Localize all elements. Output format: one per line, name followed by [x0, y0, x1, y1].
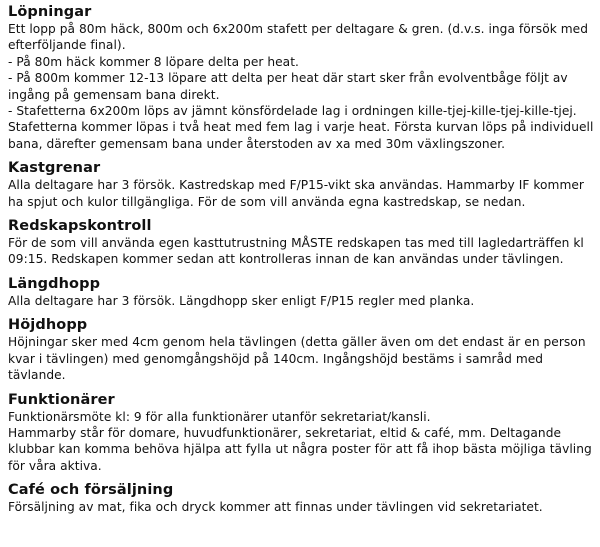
section-lopningar — [8, 3, 596, 152]
paragraph: Alla deltagare har 3 försök. Kastredskap med F/P15-vikt ska användas. Hammarby IF kommer ha spjut och kulor tillgängliga. För de som vill använda egna kastredskap, se nedan. — [8, 178, 584, 209]
section-kastgrenar — [8, 159, 596, 210]
section-heading: Kastgrenar — [8, 160, 101, 177]
paragraph: För de som vill använda egen kasttutrustning MÅSTE redskapen tas med till lagledarträffen kl 09:15. Redskapen kommer sedan att kontrolleras innan de kan användas under tävlingen. — [8, 236, 584, 267]
section-heading: Längdhopp — [8, 275, 101, 292]
bullet-line: - Stafetterna 6x200m löps av jämnt könsfördelade lag i ordningen kille-tjej-kille-tjej-kille-tjej. Stafetterna kommer löpas i två heat med fem lag i varje heat. Första kurvan löps på individuell bana, därefter gemensam bana under återstoden av xa med 30m växlingszoner. — [8, 104, 594, 151]
paragraph: Hammarby står för domare, huvudfunktionärer, sekretariat, eltid & café, mm. Deltagande klubbar kan komma behöva hjälpa att fylla ut några poster för att få ihop bästa möjliga tävling för våra aktiva. — [8, 425, 592, 473]
section-heading: Redskapskontroll — [8, 218, 152, 235]
paragraph: Alla deltagare har 3 försök. Längdhopp sker enligt F/P15 regler med planka. — [8, 293, 475, 308]
paragraph: Ett lopp på 80m häck, 800m och 6x200m stafett per deltagare & gren. (d.v.s. inga försök med efterföljande final). — [8, 22, 588, 53]
section-funktionarer — [8, 391, 596, 475]
paragraph: Höjningar sker med 4cm genom hela tävlingen (detta gäller även om det endast är en person kvar i tävlingen) med genomgångshöjd på 140cm. Ingångshöjd bestäms i samråd med tävlande. — [8, 335, 586, 383]
bullet-line: - På 800m kommer 12-13 löpare att delta per heat där start sker från evolventbåge följt av ingång på gemensam bana direkt. — [8, 71, 568, 102]
section-hojdhopp — [8, 316, 596, 383]
bullet-line: - På 80m häck kommer 8 löpare delta per heat. — [8, 54, 299, 69]
paragraph: Funktionärsmöte kl: 9 för alla funktionärer utanför sekretariat/kansli. — [8, 409, 431, 424]
section-heading: Funktionärer — [8, 391, 115, 408]
section-redskapskontroll — [8, 217, 596, 268]
section-heading: Höjdhopp — [8, 317, 88, 334]
section-langdhopp — [8, 275, 596, 309]
section-heading: Löpningar — [8, 4, 92, 20]
section-heading: Café och försäljning — [8, 482, 174, 499]
section-cafe-och-forsaljning — [8, 481, 596, 515]
paragraph: Försäljning av mat, fika och dryck kommer att finnas under tävlingen vid sekretariatet. — [8, 500, 543, 515]
